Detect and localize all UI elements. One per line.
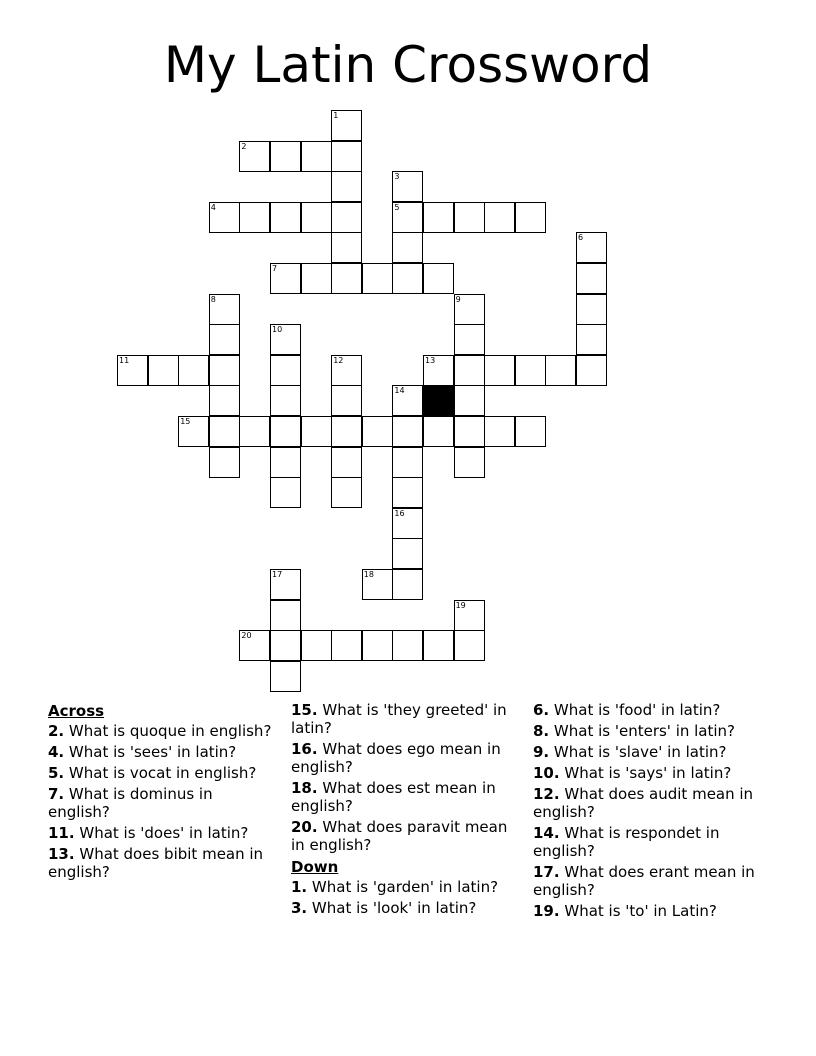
crossword-cell[interactable] <box>515 202 546 233</box>
crossword-cell[interactable] <box>423 263 454 294</box>
crossword-cell[interactable] <box>576 232 607 263</box>
clue-column-1 <box>48 701 273 884</box>
crossword-cell[interactable] <box>331 202 362 233</box>
crossword-cell[interactable] <box>209 294 240 325</box>
crossword-cell[interactable] <box>392 538 423 569</box>
crossword-cell[interactable] <box>484 355 515 386</box>
crossword-cell[interactable] <box>209 355 240 386</box>
crossword-cell[interactable] <box>392 171 423 202</box>
crossword-cell[interactable] <box>454 202 485 233</box>
clue-number: 14 <box>394 386 405 396</box>
crossword-cell[interactable] <box>454 294 485 325</box>
crossword-cell[interactable] <box>392 447 423 478</box>
down-clue: 9. What is 'slave' in latin? <box>533 743 727 761</box>
crossword-cell[interactable] <box>484 416 515 447</box>
crossword-cell[interactable] <box>331 232 362 263</box>
crossword-cell[interactable] <box>331 263 362 294</box>
crossword-cell[interactable] <box>392 263 423 294</box>
crossword-cell[interactable] <box>331 141 362 172</box>
clue-number: 18 <box>363 570 374 579</box>
crossword-cell[interactable] <box>454 600 485 631</box>
crossword-cell[interactable] <box>301 263 332 294</box>
crossword-cell[interactable] <box>301 416 332 447</box>
crossword-cell[interactable] <box>454 447 485 478</box>
crossword-cell[interactable] <box>576 355 607 386</box>
clue-column-3 <box>533 701 768 923</box>
crossword-cell[interactable] <box>545 355 576 386</box>
across-clue: 11. What is 'does' in latin? <box>48 824 249 842</box>
crossword-cell[interactable] <box>270 202 301 233</box>
crossword-cell[interactable] <box>362 630 393 661</box>
down-clue: 1. What is 'garden' in latin? <box>291 878 499 896</box>
crossword-cell[interactable] <box>301 202 332 233</box>
across-clue: 2. What is quoque in english? <box>48 722 272 740</box>
across-clue: 13. What does bibit mean in english? <box>48 845 264 881</box>
crossword-cell[interactable] <box>423 416 454 447</box>
across-clue: 20. What does paravit mean in english? <box>291 818 508 854</box>
crossword-cell[interactable] <box>454 324 485 355</box>
crossword-cell[interactable] <box>270 416 301 447</box>
clue-number: 7 <box>272 264 278 273</box>
crossword-cell[interactable] <box>270 600 301 631</box>
crossword-cell[interactable] <box>270 630 301 661</box>
crossword-cell[interactable] <box>484 202 515 233</box>
crossword-cell[interactable] <box>576 263 607 294</box>
crossword-cell[interactable] <box>209 324 240 355</box>
crossword-cell[interactable] <box>392 508 423 539</box>
crossword-cell[interactable] <box>331 477 362 508</box>
clue-number: 4 <box>210 202 216 212</box>
crossword-cell[interactable] <box>148 355 179 386</box>
across-clue: 5. What is vocat in english? <box>48 764 257 782</box>
crossword-cell[interactable] <box>392 569 423 600</box>
down-clue: 14. What is respondet in english? <box>533 824 720 860</box>
crossword-cell[interactable] <box>331 416 362 447</box>
clue-number: 11 <box>119 355 130 365</box>
crossword-cell[interactable] <box>392 385 423 416</box>
down-clue: 6. What is 'food' in latin? <box>533 701 721 719</box>
down-clue: 3. What is 'look' in latin? <box>291 899 477 917</box>
down-clue: 19. What is 'to' in Latin? <box>533 902 717 920</box>
across-heading: Across <box>48 702 105 720</box>
crossword-cell[interactable] <box>362 263 393 294</box>
crossword-cell[interactable] <box>423 202 454 233</box>
crossword-cell[interactable] <box>178 355 209 386</box>
clue-number: 8 <box>210 294 216 304</box>
crossword-cell[interactable] <box>331 447 362 478</box>
across-clue: 4. What is 'sees' in latin? <box>48 743 237 761</box>
crossword-cell[interactable] <box>270 141 301 172</box>
clue-number: 19 <box>455 600 466 610</box>
clue-number: 17 <box>272 570 283 579</box>
clue-number: 20 <box>241 631 252 641</box>
crossword-cell[interactable] <box>270 355 301 386</box>
crossword-cell[interactable] <box>117 355 148 386</box>
crossword-cell[interactable] <box>331 110 362 141</box>
crossword-cell[interactable] <box>362 416 393 447</box>
crossword-cell[interactable] <box>301 141 332 172</box>
crossword-cell[interactable] <box>239 630 270 661</box>
down-heading: Down <box>291 858 339 876</box>
across-clue: 16. What does ego mean in english? <box>291 740 501 776</box>
crossword-cell[interactable] <box>239 202 270 233</box>
crossword-cell[interactable] <box>209 385 240 416</box>
blocked-cell <box>423 385 454 416</box>
crossword-cell[interactable] <box>454 385 485 416</box>
page-title: My Latin Crossword <box>163 36 653 94</box>
crossword-cell[interactable] <box>209 447 240 478</box>
crossword-cell[interactable] <box>392 630 423 661</box>
clue-number: 12 <box>333 355 344 365</box>
crossword-cell[interactable] <box>239 416 270 447</box>
clue-number: 15 <box>180 417 191 426</box>
crossword-cell[interactable] <box>576 324 607 355</box>
crossword-cell[interactable] <box>392 202 423 233</box>
clue-number: 16 <box>394 508 405 518</box>
crossword-cell[interactable] <box>331 385 362 416</box>
crossword-cell[interactable] <box>270 477 301 508</box>
crossword-cell[interactable] <box>423 355 454 386</box>
down-clue: 8. What is 'enters' in latin? <box>533 722 736 740</box>
clue-column-2 <box>291 701 521 920</box>
clue-number: 13 <box>425 355 436 365</box>
crossword-cell[interactable] <box>270 385 301 416</box>
crossword-cell[interactable] <box>178 416 209 447</box>
crossword-cell[interactable] <box>454 355 485 386</box>
crossword-cell[interactable] <box>576 294 607 325</box>
clue-number: 5 <box>394 202 400 212</box>
clue-number: 10 <box>272 325 283 335</box>
crossword-cell[interactable] <box>423 630 454 661</box>
crossword-cell[interactable] <box>392 477 423 508</box>
clue-number: 2 <box>241 141 247 151</box>
clue-number: 9 <box>455 294 461 304</box>
crossword-cell[interactable] <box>331 171 362 202</box>
across-clue: 18. What does est mean in english? <box>291 779 496 815</box>
crossword-cell[interactable] <box>270 661 301 692</box>
clue-number: 1 <box>333 111 339 120</box>
down-clue: 12. What does audit mean in english? <box>533 785 754 821</box>
crossword-cell[interactable] <box>392 416 423 447</box>
crossword-cell[interactable] <box>301 630 332 661</box>
crossword-cell[interactable] <box>362 569 393 600</box>
clue-number: 6 <box>578 233 584 243</box>
down-clue: 17. What does erant mean in english? <box>533 863 755 899</box>
crossword-cell[interactable] <box>270 569 301 600</box>
crossword-cell[interactable] <box>270 447 301 478</box>
crossword-cell[interactable] <box>454 630 485 661</box>
crossword-cell[interactable] <box>239 141 270 172</box>
crossword-cell[interactable] <box>454 416 485 447</box>
crossword-cell[interactable] <box>270 324 301 355</box>
clue-number: 3 <box>394 172 400 182</box>
down-clue: 10. What is 'says' in latin? <box>533 764 732 782</box>
across-clue: 7. What is dominus in english? <box>48 785 213 821</box>
crossword-cell[interactable] <box>209 202 240 233</box>
crossword-cell[interactable] <box>515 416 546 447</box>
crossword-cell[interactable] <box>515 355 546 386</box>
crossword-cell[interactable] <box>270 263 301 294</box>
across-clue: 15. What is 'they greeted' in latin? <box>291 701 507 737</box>
crossword-cell[interactable] <box>209 416 240 447</box>
crossword-cell[interactable] <box>331 355 362 386</box>
crossword-cell[interactable] <box>392 232 423 263</box>
crossword-cell[interactable] <box>331 630 362 661</box>
